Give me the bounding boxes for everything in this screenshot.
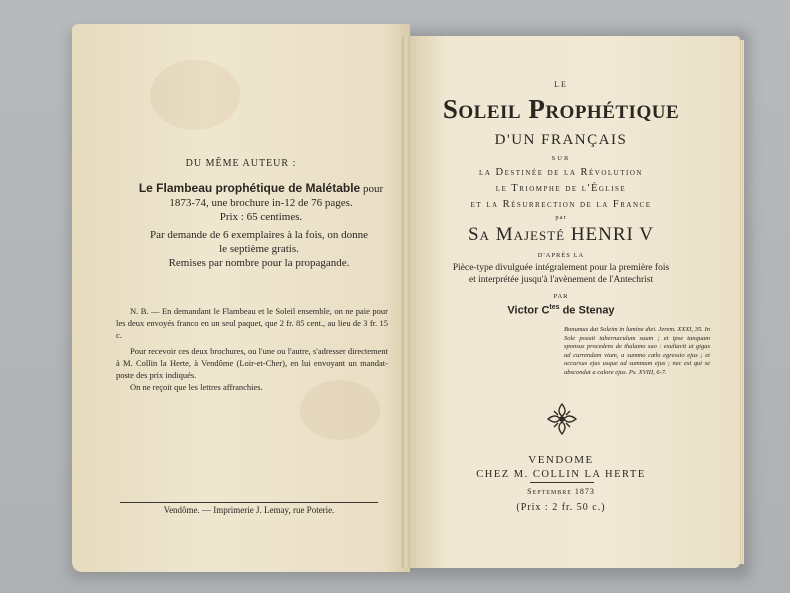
right-page-content (408, 0, 714, 593)
fleuron-ornament-icon (546, 402, 578, 436)
majesty-name: Sa Majesté HENRI V (467, 224, 655, 245)
apres-label: D'APRÈS LA (537, 252, 585, 259)
author-name-post: de Stenay (559, 304, 615, 317)
publication-date: Septembre 1873 (527, 487, 595, 496)
piece-line-1: Pièce-type divulguée intégralement pour la première fois (452, 263, 670, 273)
topic-line-3: et la Résurrection de la France (470, 199, 652, 210)
topic-line-1: la Destinée de la Révolution (479, 167, 643, 178)
note-block (116, 305, 388, 393)
author-name-sup: tes (549, 304, 560, 311)
offer-line-2: le septième gratis. (219, 243, 299, 255)
other-work-title: Le Flambeau prophétique de Malétable (138, 181, 361, 195)
book-subtitle: D'UN FRANÇAIS (494, 132, 628, 148)
par-label-1: par (555, 214, 567, 221)
note-paragraph-2: Pour recevoir ces deux brochures, ou l'une ou l'autre, s'adresser directement à M. Collin la Herte, à Vendôme (Loir-et-Cher), en lui envoyant un mandat-poste des prix indiqués. (116, 346, 388, 380)
other-work-desc-1: pour (360, 183, 384, 195)
other-work-desc-2: 1873-74, une brochure in-12 de 76 pages. (169, 197, 353, 209)
topic-line-2: le Triomphe de l'Église (495, 183, 627, 194)
publisher-rule (530, 482, 594, 483)
piece-line-2: et interprétée jusqu'à l'avènement de l'Antechrist (468, 275, 654, 285)
note-paragraph-3: On ne reçoit que les lettres affranchies. (130, 382, 263, 392)
left-heading: DU MÊME AUTEUR : (185, 158, 297, 169)
par-label-2: PAR (553, 293, 569, 300)
book-title: Soleil Prophétique (442, 94, 680, 124)
epigraph: Bonumus dat Soleim in lumine diei. Jerem. XXXI, 35. In Sole posuit tabernaculum suum ; et ipse tanquam sponsus procedens de thalamo suo : exultavit ut gigas ad currendam viam, a summo cœlo egressio ejus ; et occursus ejus usque ad summum ejus ; nec est qui se abscondat a calore ejus. Ps. XVIII, 6-7. (564, 326, 710, 376)
offer-line-1: Par demande de 6 exemplaires à la fois, on donne (149, 229, 369, 241)
other-work-block (132, 181, 390, 224)
author-name-pre: Victor C (507, 304, 550, 317)
title-article: LE (554, 80, 568, 89)
other-work-price: Prix : 65 centimes. (219, 211, 303, 223)
publisher: CHEZ M. COLLIN LA HERTE (476, 469, 646, 480)
author-name (408, 304, 714, 317)
sur-label: SUR (551, 155, 571, 162)
printer-footer: Vendôme. — Imprimerie J. Lemay, rue Poterie. (163, 505, 335, 515)
footer-rule (120, 502, 378, 503)
city: VENDOME (528, 454, 594, 466)
note-paragraph-1: N. B. — En demandant le Flambeau et le Soleil ensemble, on ne paie pour les deux envoyés franco en un seul paquet, que 2 fr. 85 cent., au lieu de 3 fr. 15 c. (116, 306, 388, 340)
offer-line-3: Remises par nombre pour la propagande. (168, 257, 350, 269)
book-price: (Prix : 2 fr. 50 c.) (516, 502, 606, 513)
offer-block (128, 228, 390, 270)
